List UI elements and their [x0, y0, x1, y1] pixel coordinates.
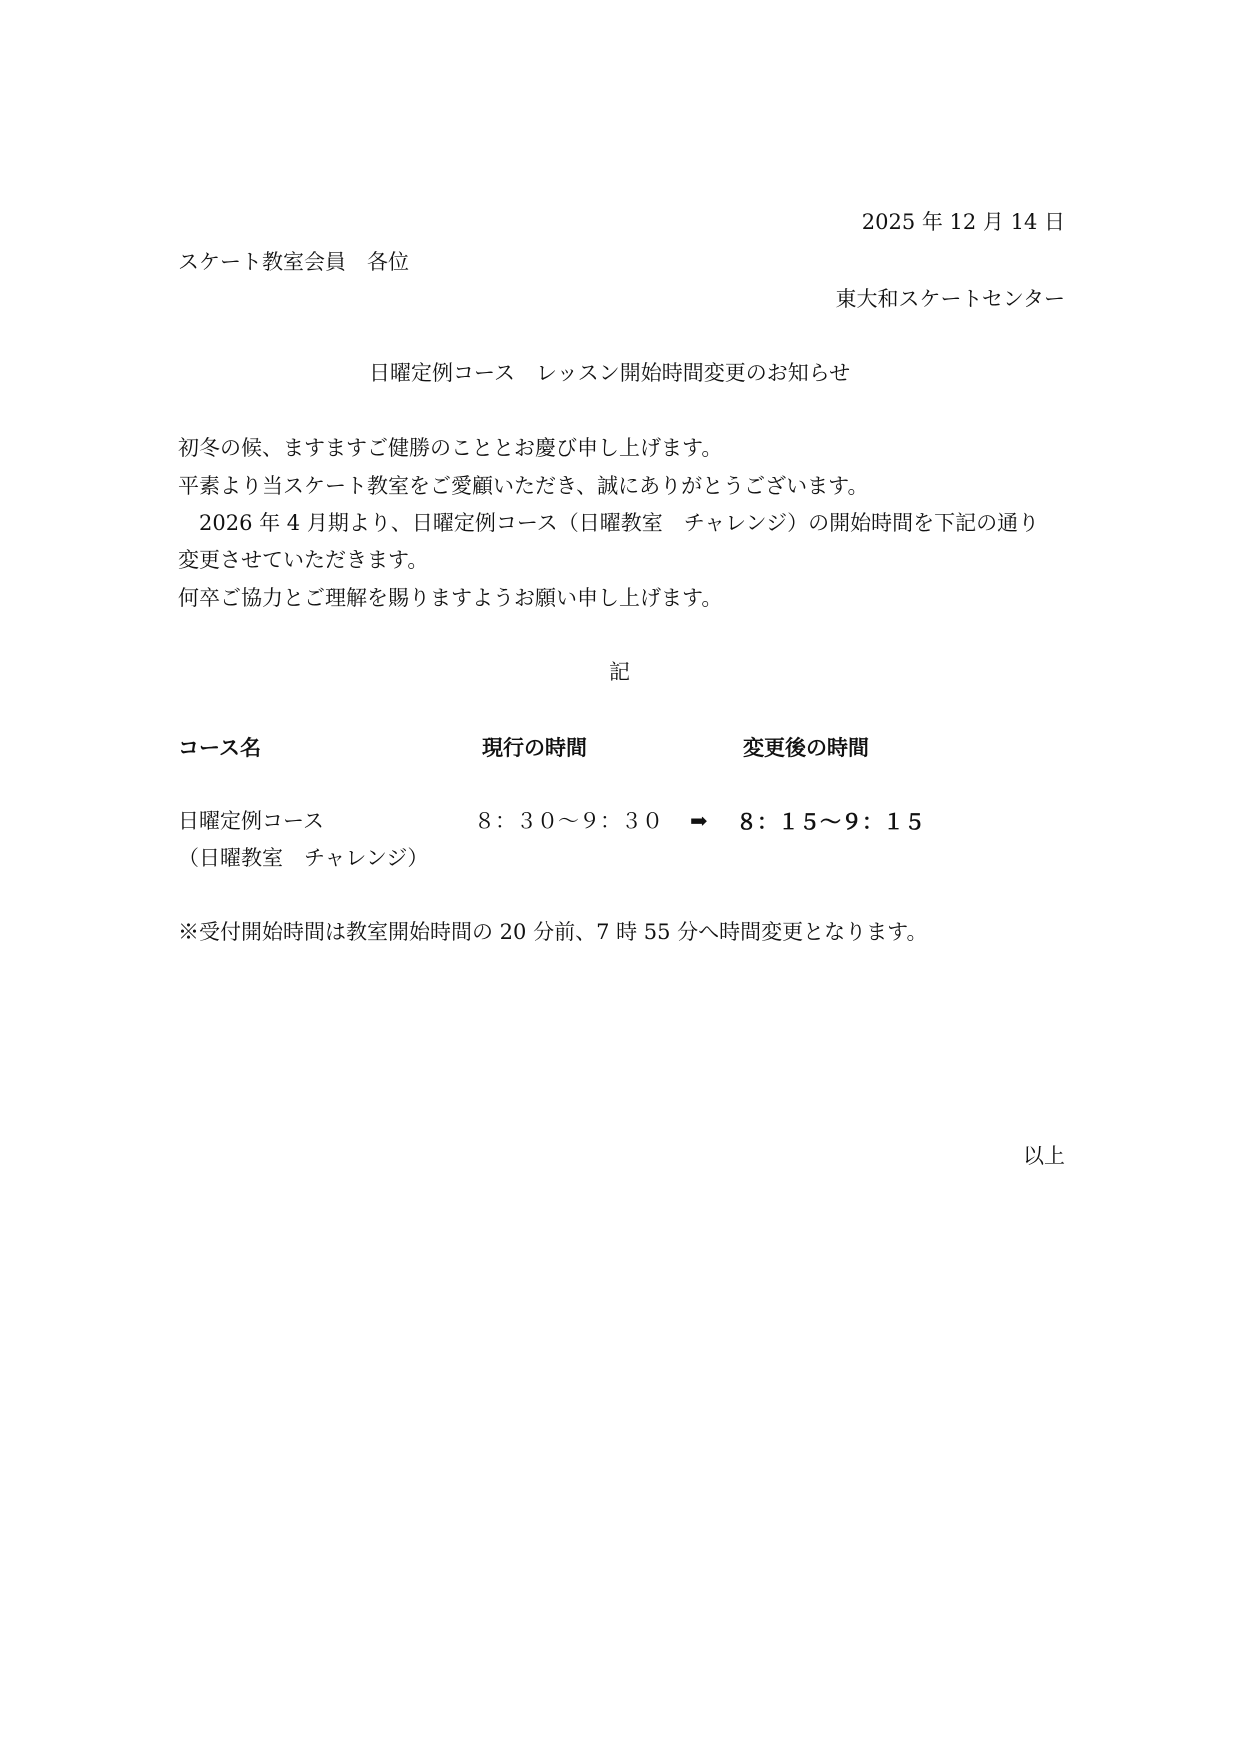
closing: 以上 [1023, 1144, 1065, 1168]
body-greeting: 初冬の候、ますますご健勝のこととお慶び申し上げます。 [178, 436, 723, 460]
body-thanks: 平素より当スケート教室をご愛顧いただき、誠にありがとうございます。 [178, 474, 869, 498]
date: 2025 年 12 月 14 日 [861, 210, 1065, 234]
table-header-new: 変更後の時間 [743, 735, 869, 760]
course-subname: （日曜教室 チャレンジ） [178, 846, 429, 870]
table-header-current: 現行の時間 [482, 735, 587, 760]
course-name: 日曜定例コース [178, 809, 324, 833]
recipient: スケート教室会員 各位 [178, 250, 409, 274]
body-notice-line1: 2026 年 4 月期より、日曜定例コース（日曜教室 チャレンジ）の開始時間を下記の通り [199, 511, 1040, 535]
body-notice-line2: 変更させていただきます。 [178, 548, 429, 572]
current-time: ８：３０～９：３０ [474, 809, 663, 833]
new-time: ８：１５～９：１５ [736, 809, 925, 834]
sender: 東大和スケートセンター [835, 287, 1065, 311]
arrow-right-icon: ➡ [690, 809, 708, 833]
document-title: 日曜定例コース レッスン開始時間変更のお知らせ [369, 361, 851, 385]
table-header-course: コース名 [178, 735, 261, 760]
body-request: 何卒ご協力とご理解を賜りますようお願い申し上げます。 [178, 586, 723, 610]
reception-note: ※受付開始時間は教室開始時間の 20 分前、7 時 55 分へ時間変更となります。 [178, 920, 928, 944]
ki-heading: 記 [609, 660, 630, 684]
